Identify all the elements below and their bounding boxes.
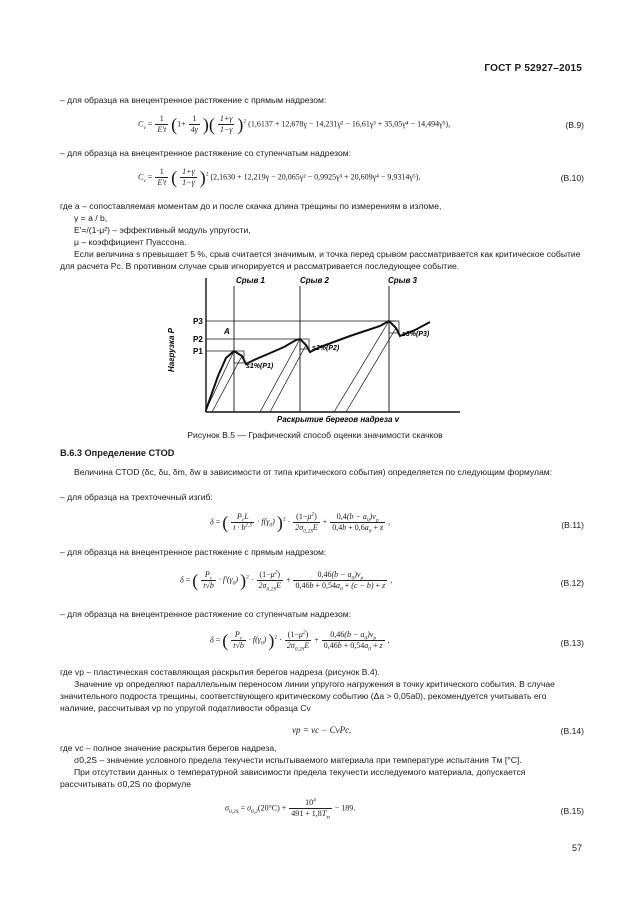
figure-x-axis-label: Раскрытие берегов надреза v bbox=[276, 415, 400, 424]
definition-effective-modulus: E′=/(1-μ²) – эффективный модуль упругости, bbox=[74, 225, 251, 235]
s2-label: s2%(P2) bbox=[312, 345, 340, 352]
formula-b10: $C_v$ = $\frac{1}{E't}$ ( $\frac{1+\gamma}{1-\gamma}$ )$^2$ (2,1630 + 12,219γ − 20,065γ² − 0,9925γ³ + 20,609γ⁴ − 9,9314γ⁵), bbox=[138, 167, 421, 188]
equation-number-b15: (B.15) bbox=[560, 806, 584, 816]
formula-b9: $C_v$ = $\frac{1}{E't}$ (1+ $\frac{1}{4\gamma}$ )( $\frac{1+\gamma}{1-\gamma}$ )$^2$ (1,6137 + 12,678γ − 14,231γ² − 16,61γ³ + 35,05γ⁴ − 14,494γ⁵), bbox=[138, 114, 451, 135]
definition-a: где a – сопоставляемая моментам до и после скачка длина трещины по измерениям в изломе, bbox=[60, 201, 442, 211]
pop1-label: Срыв 1 bbox=[236, 276, 265, 285]
intro-eccentric-straight: – для образца на внецентренное растяжение с прямым надрезом: bbox=[60, 95, 327, 105]
page-number: 57 bbox=[571, 843, 582, 853]
formula-b11: δ = ( $\frac{P_cL}{t \cdot b^{1,5}}$ · $f(\gamma_0) )^2$ · $\frac{(1-\mu^2)}{2\sigma_{0,2S}E}$ + $\frac{0,4(b - a_0)v_p}{0,4b + 0,6a_0 + z}$ , bbox=[210, 511, 391, 535]
ctod-eccentric-straight: – для образца на внецентренное растяжение с прямым надрезом: bbox=[60, 547, 327, 557]
pop3-label: Срыв 3 bbox=[388, 276, 417, 285]
figure-y-axis-label: Нагрузка P bbox=[167, 328, 176, 372]
equation-b14 bbox=[60, 722, 584, 740]
ctod-eccentric-stepped: – для образца на внецентренное растяжение со ступенчатым надрезом: bbox=[60, 609, 352, 619]
equation-b13 bbox=[60, 628, 584, 658]
figure-caption: Рисунок В.5 — Графический способ оценки значимости скачков bbox=[187, 430, 443, 440]
equation-b9 bbox=[60, 110, 584, 140]
p2-label: P2 bbox=[193, 335, 203, 344]
pop2-label: Срыв 2 bbox=[300, 276, 329, 285]
equation-number-b14: (B.14) bbox=[560, 726, 584, 736]
p1-label: P1 bbox=[193, 347, 203, 356]
significance-rule: Если величина s превышает 5 %, срыв считается значимым, и точка перед срывом рассматривается как критическое событие для расчета Pc. В противном случае срыв игнорируется и рассматривается последующее событие. bbox=[60, 249, 581, 271]
unload-line-1 bbox=[205, 351, 234, 412]
standard-header: ГОСТ Р 52927–2015 bbox=[484, 63, 582, 74]
ctod-intro: Величина CTOD (δc, δu, δm, δw в зависимости от типа критического события) определяется по следующим формулам: bbox=[74, 467, 553, 477]
p3-label: P3 bbox=[193, 317, 203, 326]
vp-definition: где vp – пластическая составляющая раскрытия берегов надреза (рисунок В.4). bbox=[60, 667, 380, 677]
equation-number-b9: (B.9) bbox=[565, 120, 584, 130]
formula-b13: δ = ( $\frac{P_c}{t√b}$ · $f(\gamma_0) )^2$ · $\frac{(1-\mu^2)}{2\sigma_{0,2S}E}$ + $\frac{0,46(b - a_0)v_p}{0,46b + 0,54a_0 + z}$ , bbox=[210, 629, 390, 653]
unload-line-2 bbox=[260, 339, 300, 412]
s1-label: s1%(P1) bbox=[246, 363, 274, 370]
equation-number-b11: (B.11) bbox=[561, 520, 584, 530]
section-heading: В.6.3 Определение CTOD bbox=[60, 448, 175, 458]
equation-b10 bbox=[60, 163, 584, 193]
secant-line-1 bbox=[212, 356, 242, 412]
equation-number-b10: (B.10) bbox=[560, 173, 584, 183]
equation-number-b13: (B.13) bbox=[560, 638, 584, 648]
formula-b14: vp = vc − CvPc. bbox=[292, 725, 352, 735]
point-a-label: A bbox=[224, 327, 230, 336]
definition-gamma: γ = a / b, bbox=[74, 213, 108, 223]
unload-line-3 bbox=[334, 321, 389, 412]
equation-b12 bbox=[60, 568, 584, 598]
sigma-definition: σ0,2S – значение условного предела текучести испытываемого материала при температуре испытания Tм [°С]. bbox=[74, 755, 522, 765]
equation-b15 bbox=[60, 796, 584, 826]
formula-b12: δ = ( $\frac{P_c}{t√b}$ · $f'(\gamma_0) )^2$ · $\frac{(1-\mu^2)}{2\sigma_{0,2S}E}$ + $\frac{0,46(b - a_0)v_p}{0,46b + 0,54a_0 + (c - b) + z}$ , bbox=[180, 569, 393, 593]
secant-line-2 bbox=[270, 345, 306, 412]
intro-eccentric-stepped: – для образца на внецентренное растяжение со ступенчатым надрезом: bbox=[60, 148, 352, 158]
s3-label: s3%(P3) bbox=[402, 331, 430, 338]
load-curve bbox=[206, 321, 430, 410]
formula-b15: $\sigma_{0,2S} = \sigma_{0,2}(20^\circ C)$ + $\frac{10^4}{491 + 1,8T_м}$ − 189. bbox=[225, 797, 356, 821]
equation-b11 bbox=[60, 510, 584, 540]
ctod-three-point: – для образца на трехточечный изгиб: bbox=[60, 492, 213, 502]
vp-determination: Значение vp определяют параллельным переносом линии упругого нагружения в точку критического события. В случае значительного подроста трещины, соответствующего критическому событию (Δa > 0,05a0), рекомендуется учитывать его наличие, рассчитывая vp по упругой податливости образца Cv bbox=[60, 679, 555, 713]
definition-poisson: μ – коэффициент Пуассона. bbox=[74, 237, 187, 247]
sigma-absent-data: При отсутствии данных о температурной зависимости предела текучести исследуемого материала, допускается рассчитывать σ0,2S по формуле bbox=[60, 767, 526, 789]
equation-number-b12: (B.12) bbox=[560, 578, 584, 588]
secant-line-3 bbox=[346, 328, 396, 412]
vc-definition: где vc – полное значение раскрытия берегов надреза, bbox=[60, 743, 277, 753]
figure-b5-pop-in-diagram bbox=[160, 272, 480, 427]
